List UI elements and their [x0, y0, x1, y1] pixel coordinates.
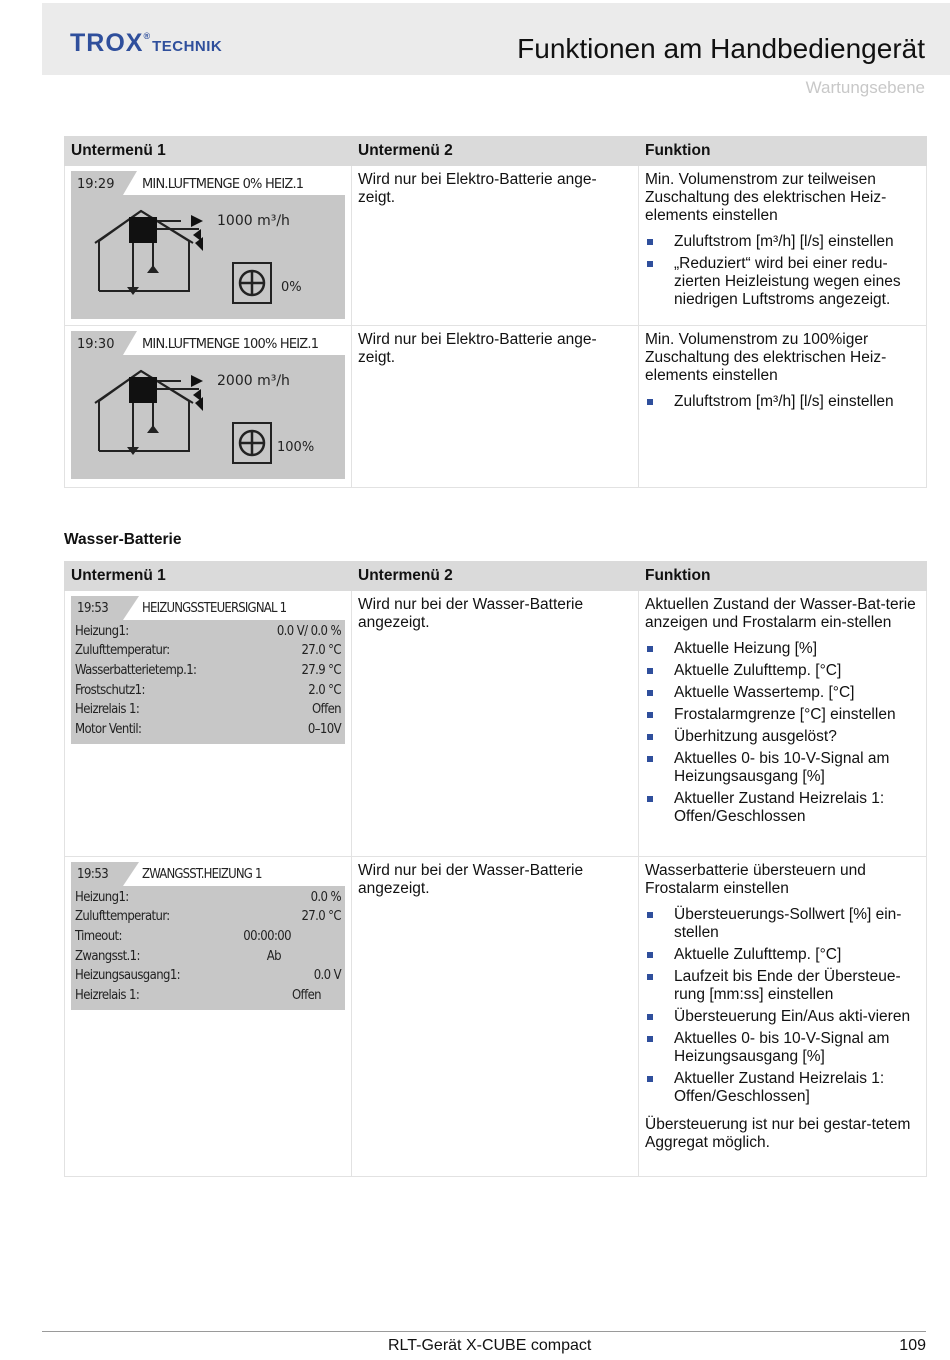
lcd-flow-value: 2000 m³/h: [217, 373, 290, 389]
page-header: [42, 3, 950, 75]
lcd-value: 27.9 °C: [301, 662, 341, 678]
lcd-time: 19:30: [77, 337, 115, 352]
lcd-label: Heizung1:: [75, 889, 129, 905]
lcd-screen-graphic: [71, 171, 345, 319]
lcd-cell: [65, 326, 352, 488]
lcd-title: MIN.LUFTMENGE 0% HEIZ.1: [142, 177, 304, 192]
list-item: Übersteuerung Ein/Aus akti-vieren: [645, 1008, 920, 1026]
lcd-row: [75, 927, 341, 947]
submenu-2-cell: Wird nur bei Elektro-Batterie ange-zeigt.: [352, 326, 639, 488]
list-item: Zuluftstrom [m³/h] [l/s] einstellen: [645, 393, 920, 411]
column-header-submenu-2: Untermenü 2: [352, 137, 639, 166]
lcd-label: Heizrelais 1:: [75, 702, 140, 718]
function-cell: [639, 591, 927, 857]
lcd-percent: 0%: [281, 280, 302, 295]
list-item: Aktuelle Heizung [%]: [645, 640, 920, 658]
list-item: Aktuelle Wassertemp. [°C]: [645, 684, 920, 702]
lcd-row: [75, 986, 341, 1006]
lcd-label: Heizung1:: [75, 623, 129, 639]
lcd-value: 00:00:00: [243, 928, 291, 944]
lcd-cell: [65, 591, 352, 857]
lcd-flow-value: 1000 m³/h: [217, 213, 290, 229]
lcd-value: 0.0 %: [310, 889, 341, 905]
logo-registered: ®: [143, 31, 151, 41]
lcd-time: 19:53: [77, 601, 109, 616]
lcd-title: MIN.LUFTMENGE 100% HEIZ.1: [142, 337, 319, 352]
footer-divider: [42, 1331, 926, 1332]
lcd-row: [75, 622, 341, 642]
column-header-submenu-2: Untermenü 2: [352, 562, 639, 591]
lcd-row: [75, 681, 341, 701]
table-elektro-batterie: [64, 136, 927, 488]
function-description: Min. Volumenstrom zu 100%iger Zuschaltung des elektrischen Heiz-elements einstellen: [645, 331, 887, 384]
list-item: Laufzeit bis Ende der Übersteue-rung [mm:ss] einstellen: [645, 968, 920, 1004]
lcd-cell: [65, 857, 352, 1177]
function-cell: [639, 166, 927, 326]
list-item: Aktuelle Zulufttemp. [°C]: [645, 662, 920, 680]
function-description: Min. Volumenstrom zur teilweisen Zuschaltung des elektrischen Heiz-elements einstellen: [645, 171, 887, 224]
list-item: Aktuelles 0- bis 10-V-Signal am Heizungsausgang [%]: [645, 750, 920, 786]
lcd-row: [75, 720, 341, 740]
lcd-label: Zwangsst.1:: [75, 948, 140, 964]
lcd-value: Offen: [311, 702, 341, 718]
lcd-value: 0.0 V/ 0.0 %: [276, 623, 341, 639]
page-title: Funktionen am Handbediengerät: [517, 33, 925, 64]
lcd-screen-graphic: [71, 331, 345, 479]
table-row: [65, 591, 927, 857]
lcd-title: HEIZUNGSSTEUERSIGNAL 1: [142, 601, 287, 616]
logo-main: TROX: [70, 29, 144, 57]
lcd-value-list: [71, 886, 345, 1010]
lcd-row: [75, 947, 341, 967]
section-title-wasser-batterie: Wasser-Batterie: [64, 531, 182, 548]
lcd-label: Zulufttemperatur:: [75, 909, 170, 925]
lcd-label: Heizungsausgang1:: [75, 968, 181, 984]
list-item: Überhitzung ausgelöst?: [645, 728, 920, 746]
function-list: [645, 906, 920, 1106]
list-item: Aktueller Zustand Heizrelais 1: Offen/Geschlossen]: [645, 1070, 920, 1106]
column-header-function: Funktion: [639, 137, 927, 166]
lcd-percent: 100%: [277, 440, 315, 455]
table-row: [65, 326, 927, 488]
column-header-submenu-1: Untermenü 1: [65, 562, 352, 591]
table-header-row: [65, 137, 927, 166]
function-description: Aktuellen Zustand der Wasser-Bat-terie anzeigen und Frostalarm ein-stellen: [645, 596, 916, 631]
lcd-row: [75, 888, 341, 908]
lcd-label: Frostschutz1:: [75, 682, 145, 698]
function-cell: [639, 857, 927, 1177]
lcd-value: 0–10V: [307, 721, 341, 737]
lcd-row: [75, 642, 341, 662]
lcd-row: [75, 700, 341, 720]
lcd-display-zwangssteuerung: [71, 862, 345, 1010]
footer-document-name: RLT-Gerät X-CUBE compact: [388, 1337, 592, 1354]
lcd-label: Timeout:: [75, 928, 122, 944]
lcd-value: 2.0 °C: [308, 682, 341, 698]
list-item: Aktueller Zustand Heizrelais 1: Offen/Geschlossen: [645, 790, 920, 826]
lcd-title-bar: [71, 596, 345, 620]
function-note: Übersteuerung ist nur bei gestar-tetem Aggregat möglich.: [645, 1116, 911, 1151]
lcd-value: 27.0 °C: [301, 909, 341, 925]
table-row: [65, 166, 927, 326]
list-item: „Reduziert“ wird bei einer redu-zierten Heizleistung wegen eines niedrigen Luftstroms angezeigt.: [645, 255, 920, 309]
function-list: [645, 233, 920, 309]
column-header-function: Funktion: [639, 562, 927, 591]
lcd-value: 0.0 V: [313, 968, 341, 984]
submenu-2-cell: Wird nur bei Elektro-Batterie ange-zeigt.: [352, 166, 639, 326]
list-item: Frostalarmgrenze [°C] einstellen: [645, 706, 920, 724]
page-number: 109: [899, 1337, 926, 1354]
page-subtitle: Wartungsebene: [805, 78, 925, 97]
lcd-label: Zulufttemperatur:: [75, 643, 170, 659]
lcd-row: [75, 661, 341, 681]
column-header-submenu-1: Untermenü 1: [65, 137, 352, 166]
lcd-value: Ab: [266, 948, 281, 964]
lcd-label: Motor Ventil:: [75, 721, 142, 737]
lcd-label: Wasserbatterietemp.1:: [75, 662, 197, 678]
function-description: Wasserbatterie übersteuern und Frostalarm einstellen: [645, 862, 866, 897]
submenu-2-cell: Wird nur bei der Wasser-Batterie angezeigt.: [352, 591, 639, 857]
lcd-label: Heizrelais 1:: [75, 987, 140, 1003]
lcd-value: 27.0 °C: [301, 643, 341, 659]
lcd-time: 19:29: [77, 177, 115, 192]
lcd-display-min-flow-0: [71, 171, 345, 319]
lcd-title: ZWANGSST.HEIZUNG 1: [142, 867, 262, 882]
function-list: [645, 393, 920, 411]
table-header-row: [65, 562, 927, 591]
lcd-time: 19:53: [77, 867, 109, 882]
list-item: Übersteuerungs-Sollwert [%] ein-stellen: [645, 906, 920, 942]
submenu-2-cell: Wird nur bei der Wasser-Batterie angezeigt.: [352, 857, 639, 1177]
lcd-cell: [65, 166, 352, 326]
table-wasser-batterie: [64, 561, 927, 1177]
function-list: [645, 640, 920, 826]
lcd-row: [75, 966, 341, 986]
list-item: Aktuelles 0- bis 10-V-Signal am Heizungsausgang [%]: [645, 1030, 920, 1066]
lcd-title-bar: [71, 862, 345, 886]
list-item: Zuluftstrom [m³/h] [l/s] einstellen: [645, 233, 920, 251]
logo-sub: TECHNIK: [152, 38, 223, 55]
lcd-value: Offen: [291, 987, 321, 1003]
lcd-display-heizungssteuersignal: [71, 596, 345, 744]
function-cell: [639, 326, 927, 488]
table-row: [65, 857, 927, 1177]
list-item: Aktuelle Zulufttemp. [°C]: [645, 946, 920, 964]
lcd-display-min-flow-100: [71, 331, 345, 479]
lcd-row: [75, 908, 341, 928]
lcd-value-list: [71, 620, 345, 744]
trox-logo: [70, 29, 222, 58]
